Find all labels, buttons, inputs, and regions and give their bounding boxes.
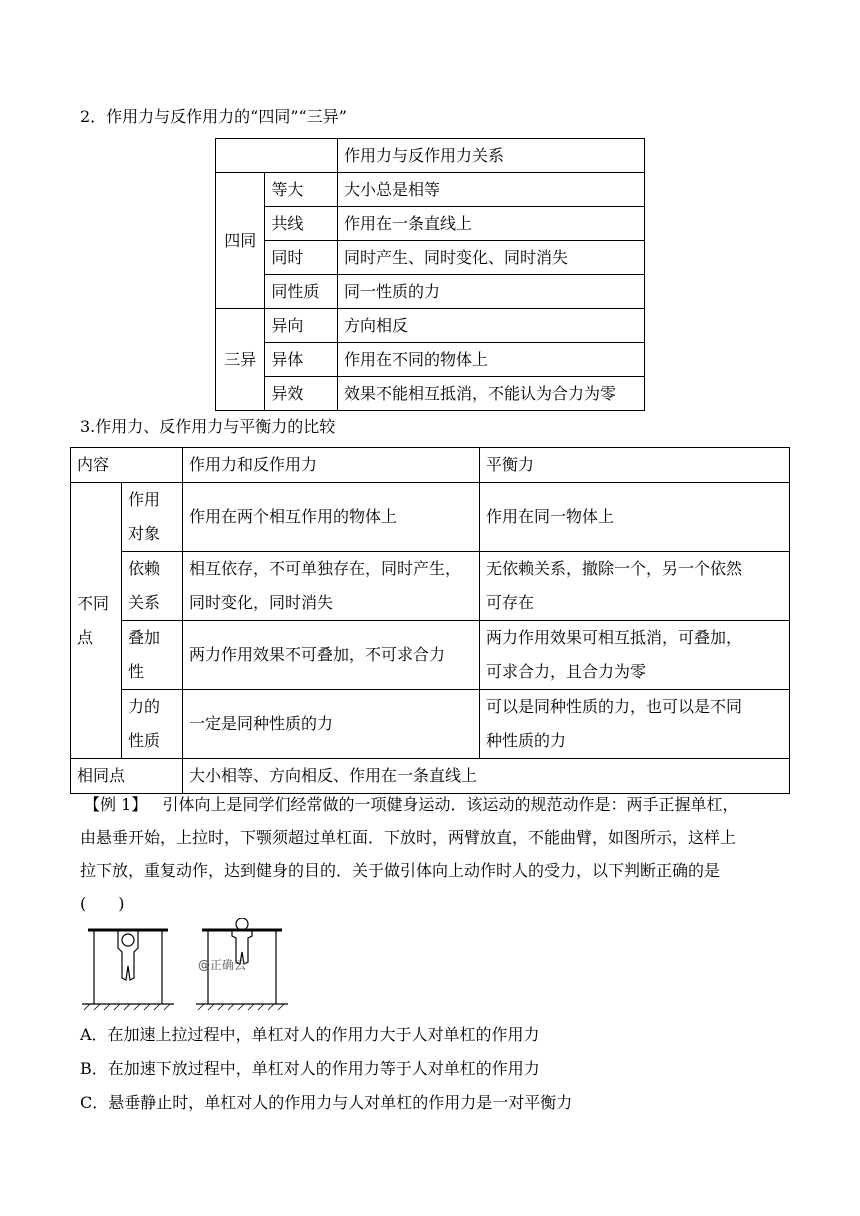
balance-nature <box>480 690 790 759</box>
row-name: 同性质 <box>265 275 338 309</box>
text-line: 同时变化，同时消失 <box>189 593 334 612</box>
balance-superposition <box>480 621 790 690</box>
row-name: 异向 <box>265 309 338 343</box>
same-label: 相同点 <box>71 759 183 794</box>
text-line: 可求合力，且合力为零 <box>486 662 647 681</box>
action-superposition: 两力作用效果不可叠加，不可求合力 <box>183 621 480 690</box>
name-line: 关系 <box>128 593 161 612</box>
row-desc: 作用在不同的物体上 <box>338 343 645 377</box>
name-line: 依赖 <box>128 559 161 578</box>
row-name-target <box>122 483 183 552</box>
text-line: 两力作用效果可相互抵消，可叠加， <box>486 628 743 647</box>
row-desc: 同一性质的力 <box>338 275 645 309</box>
name-line: 叠加 <box>128 628 161 647</box>
option-b: B．在加速下放过程中，单杠对人的作用力等于人对单杠的作用力 <box>80 1059 540 1078</box>
example-line-3: 拉下放，重复动作，达到健身的目的．关于做引体向上动作时人的受力，以下判断正确的是 <box>80 861 721 880</box>
table1-header: 作用力与反作用力关系 <box>338 139 645 173</box>
row-name: 异效 <box>265 377 338 411</box>
action-dependency <box>183 552 480 621</box>
table2-col-balance: 平衡力 <box>480 448 790 483</box>
row-name: 同时 <box>265 241 338 275</box>
row-desc: 效果不能相互抵消，不能认为合力为零 <box>338 377 645 411</box>
name-line: 性质 <box>128 731 161 750</box>
section-heading-2: 2．作用力与反作用力的“四同”“三异” <box>80 107 347 126</box>
name-line: 作用 <box>128 490 161 509</box>
text-line: 无依赖关系，撤除一个，另一个依然 <box>486 559 743 578</box>
name-line: 性 <box>128 662 145 681</box>
same-desc: 大小相等、方向相反、作用在一条直线上 <box>183 759 790 794</box>
pull-up-figure <box>80 918 300 1013</box>
four-same-three-diff-table <box>215 138 645 411</box>
example-line-1 <box>84 792 739 818</box>
example-line-2: 由悬垂开始，上拉时，下颚须超过单杠面．下放时，两臂放直，不能曲臂，如图所示，这样上 <box>80 828 737 847</box>
text-line: 种性质的力 <box>486 731 567 750</box>
name-line: 对象 <box>128 524 161 543</box>
option-a: A．在加速上拉过程中，单杠对人的作用力大于人对单杠的作用力 <box>80 1025 540 1044</box>
text-line: 可存在 <box>486 593 535 612</box>
table2-col-action: 作用力和反作用力 <box>183 448 480 483</box>
row-desc: 作用在一条直线上 <box>338 207 645 241</box>
force-comparison-table <box>70 447 790 794</box>
group-three-diff-label: 三异 <box>216 309 265 411</box>
option-c: C．悬垂静止时，单杠对人的作用力与人对单杠的作用力是一对平衡力 <box>80 1093 573 1112</box>
balance-target: 作用在同一物体上 <box>480 483 790 552</box>
row-name: 异体 <box>265 343 338 377</box>
table1-corner-cell <box>216 139 338 173</box>
text-line: 可以是同种性质的力，也可以是不同 <box>486 697 743 716</box>
row-name: 共线 <box>265 207 338 241</box>
diff-label-line1: 不同 <box>77 593 110 613</box>
answer-blank: ( ) <box>80 894 125 913</box>
text-line: 相互依存，不可单独存在，同时产生， <box>189 559 462 578</box>
example-text-1: 引体向上是同学们经常做的一项健身运动．该运动的规范动作是：两手正握单杠， <box>162 795 739 814</box>
row-name: 等大 <box>265 173 338 207</box>
name-line: 力的 <box>128 697 161 716</box>
row-name-superposition <box>122 621 183 690</box>
diff-label-line2: 点 <box>77 627 94 647</box>
table2-col-content: 内容 <box>71 448 183 483</box>
row-desc: 大小总是相等 <box>338 173 645 207</box>
figure-watermark: @正确云 <box>198 958 247 972</box>
row-desc: 方向相反 <box>338 309 645 343</box>
action-target: 作用在两个相互作用的物体上 <box>183 483 480 552</box>
row-name-dependency <box>122 552 183 621</box>
balance-dependency <box>480 552 790 621</box>
section-heading-3: 3.作用力、反作用力与平衡力的比较 <box>80 417 336 436</box>
example-tag: 【例 1】 <box>84 795 148 814</box>
row-desc: 同时产生、同时变化、同时消失 <box>338 241 645 275</box>
diff-label <box>71 483 122 759</box>
row-name-nature <box>122 690 183 759</box>
group-four-same-label: 四同 <box>216 173 265 309</box>
pull-up-illustration <box>80 918 300 1013</box>
action-nature: 一定是同种性质的力 <box>183 690 480 759</box>
